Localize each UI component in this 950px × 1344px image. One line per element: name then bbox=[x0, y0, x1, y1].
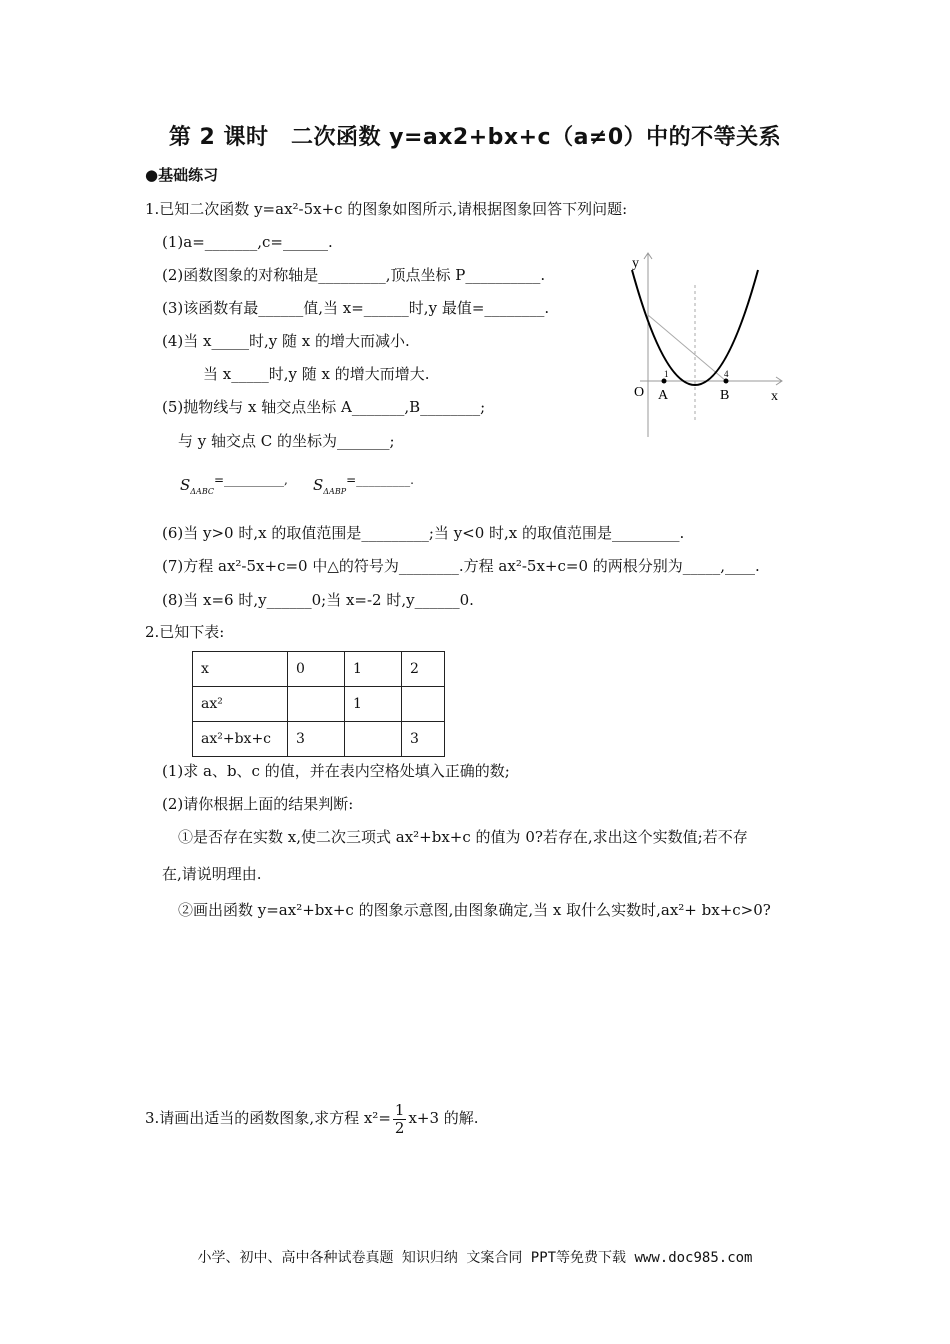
area-symbol: S bbox=[180, 476, 191, 494]
q1-part8: (8)当 x=6 时,y______0;当 x=-2 时,y______0. bbox=[162, 591, 474, 609]
table-cell: ax²+bx+c bbox=[193, 722, 288, 757]
area-abp bbox=[313, 470, 414, 502]
table-cell bbox=[402, 687, 445, 722]
q3-stem bbox=[145, 1098, 479, 1138]
y-axis-label: y bbox=[632, 256, 639, 271]
table-row bbox=[193, 687, 445, 722]
table-cell bbox=[288, 687, 345, 722]
x-axis-label: x bbox=[771, 389, 778, 404]
q1-part2: (2)函数图象的对称轴是_________,顶点坐标 P__________. bbox=[162, 266, 546, 284]
q2-stem: 2.已知下表: bbox=[145, 623, 225, 641]
table-cell: 0 bbox=[288, 652, 345, 687]
area-abc bbox=[180, 470, 288, 502]
point-a-label: A bbox=[658, 388, 669, 403]
q1-part5b: 与 y 轴交点 C 的坐标为_______; bbox=[178, 432, 395, 450]
page-footer: 小学、初中、高中各种试卷真题 知识归纳 文案合同 PPT等免费下载 www.doc985.com bbox=[197, 1250, 753, 1266]
area-abp-subscript: ΔABP bbox=[323, 487, 347, 496]
area-abc-subscript: ΔABC bbox=[190, 487, 214, 496]
fraction-numerator: 1 bbox=[394, 1100, 405, 1119]
fraction-denominator: 2 bbox=[394, 1118, 405, 1137]
table-row bbox=[193, 652, 445, 687]
q1-part1: (1)a=_______,c=______. bbox=[162, 233, 333, 251]
parabola-graph bbox=[620, 245, 790, 445]
table-cell bbox=[345, 722, 402, 757]
q1-part6: (6)当 y>0 时,x 的取值范围是_________;当 y<0 时,x 的取值范围是_________. bbox=[162, 524, 685, 542]
q2-part2a-line2: 在,请说明理由. bbox=[162, 865, 262, 883]
table-cell: 3 bbox=[288, 722, 345, 757]
origin-label: O bbox=[634, 385, 645, 400]
q1-part4b: 当 x_____时,y 随 x 的增大而增大. bbox=[203, 365, 430, 383]
point-a bbox=[662, 379, 667, 384]
table-cell: 3 bbox=[402, 722, 445, 757]
table-cell: 1 bbox=[345, 687, 402, 722]
q2-part2: (2)请你根据上面的结果判断: bbox=[162, 795, 354, 813]
fraction-one-half bbox=[393, 1102, 407, 1137]
table-cell: ax² bbox=[193, 687, 288, 722]
q1-part4a: (4)当 x_____时,y 随 x 的增大而减小. bbox=[162, 332, 410, 350]
table-cell: 1 bbox=[345, 652, 402, 687]
table-row bbox=[193, 722, 445, 757]
q1-stem: 1.已知二次函数 y=ax²-5x+c 的图象如图所示,请根据图象回答下列问题: bbox=[145, 200, 628, 218]
point-b bbox=[724, 379, 729, 384]
q1-part7: (7)方程 ax²-5x+c=0 中△的符号为________.方程 ax²-5x+c=0 的两根分别为_____,____. bbox=[162, 557, 760, 575]
q2-part1: (1)求 a、b、c 的值，并在表内空格处填入正确的数; bbox=[162, 762, 510, 780]
area-abp-blank: =_________. bbox=[346, 473, 414, 487]
area-symbol: S bbox=[313, 476, 324, 494]
tick-4-label: 4 bbox=[724, 369, 729, 379]
value-table bbox=[192, 651, 445, 757]
q2-part2b: ②画出函数 y=ax²+bx+c 的图象示意图,由图象确定,当 x 取什么实数时,ax²+ bx+c>0? bbox=[178, 901, 771, 919]
page-title: 第 2 课时 二次函数 y=ax2+bx+c（a≠0）中的不等关系 bbox=[168, 125, 782, 150]
section-heading: ●基础练习 bbox=[145, 166, 219, 184]
area-abc-blank: =__________, bbox=[213, 473, 288, 487]
point-b-label: B bbox=[720, 388, 730, 403]
q1-part3: (3)该函数有最______值,当 x=______时,y 最值=________. bbox=[162, 299, 550, 317]
q3-text-before: 3.请画出适当的函数图象,求方程 x²= bbox=[145, 1109, 391, 1127]
q2-part2a-line1: ①是否存在实数 x,使二次三项式 ax²+bx+c 的值为 0?若存在,求出这个实数值;若不存 bbox=[178, 828, 748, 846]
table-cell: x bbox=[193, 652, 288, 687]
q3-text-after: x+3 的解. bbox=[408, 1109, 479, 1127]
table-cell: 2 bbox=[402, 652, 445, 687]
q1-part5a: (5)抛物线与 x 轴交点坐标 A_______,B________; bbox=[162, 398, 486, 416]
tick-1-label: 1 bbox=[664, 369, 669, 379]
